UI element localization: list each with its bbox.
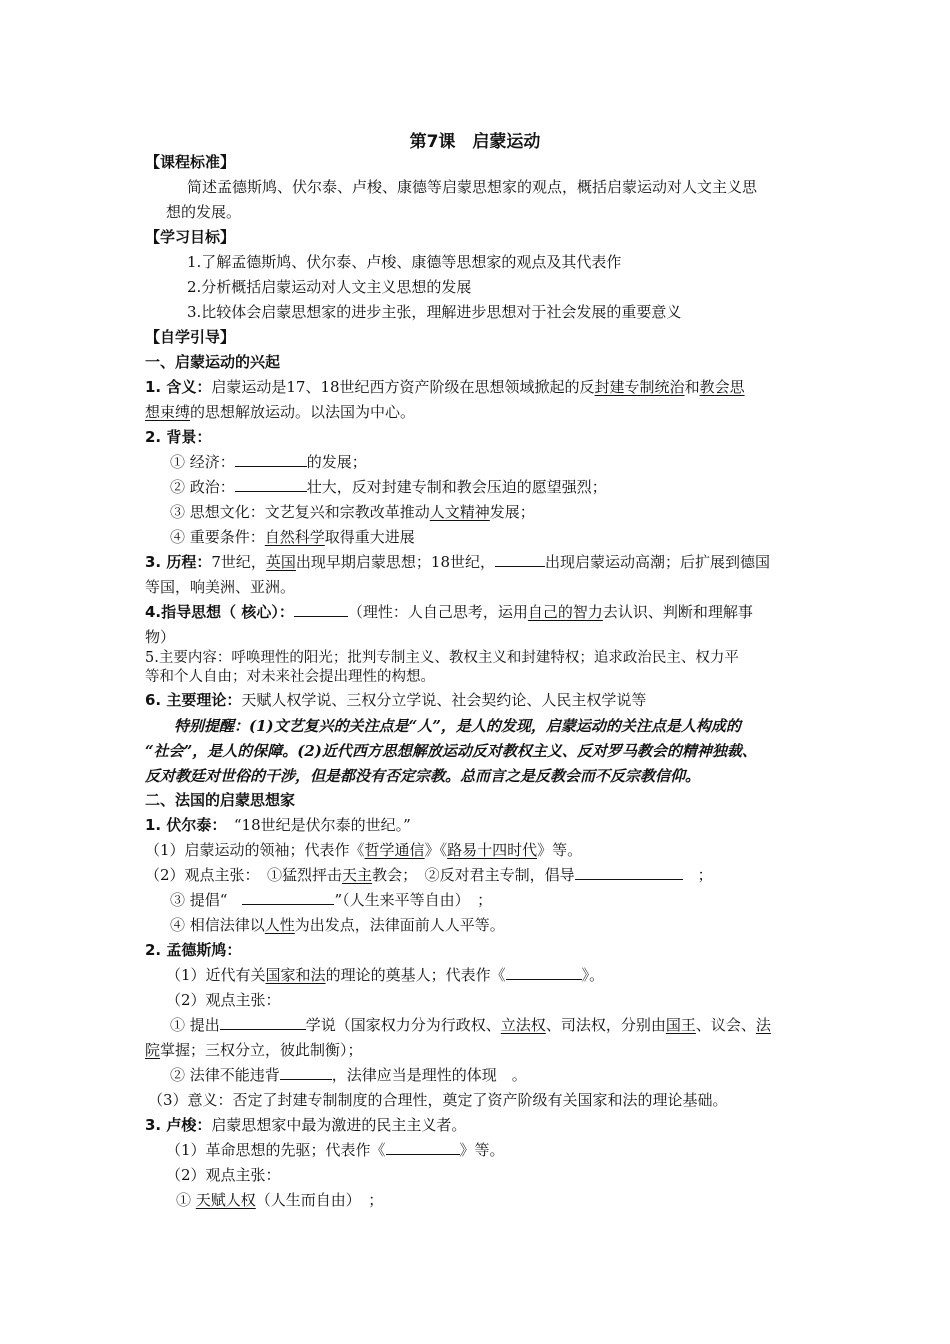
special-note-line-2: “社会”，是人的保障。(2)近代西方思想解放运动反对教权主义、反对罗马教会的精神独裁、 [145,742,757,760]
section-2-heading: 二、法国的启蒙思想家 [145,791,296,809]
montesquieu-point-2: （2）观点主张： [166,991,281,1009]
rousseau-label: 3. 卢梭： [145,1116,212,1134]
background-condition: ④ 重要条件：自然科学取得重大进展 [170,528,415,546]
fill-blank-politics[interactable] [235,475,307,492]
fill-blank-history[interactable] [495,550,545,567]
montesquieu-point-3-line-2: 院掌握；三权分立，彼此制衡）； [145,1041,363,1059]
main-content-line-2: 等和个人自由；对未来社会提出理性的构想。 [145,669,435,685]
definition-line-2: 想束缚的思想解放运动。以法国为中心。 [145,403,416,421]
page-title: 第7课 启蒙运动 [409,132,541,152]
main-theory-label: 6. 主要理论： [145,691,242,709]
special-note-line-3: 反对教廷对世俗的干涉，但是都没有否定宗教。总而言之是反教会而不反宗教信仰。 [145,767,701,785]
answer-court: 院 [145,1041,161,1059]
answer-state-and-law: 国家和法 [265,966,326,984]
core-idea-label: 4.指导思想（ 核心）： [145,603,294,621]
montesquieu-point-3-line-1: ① 提出 学说（国家权力分为行政权、立法权、司法权，分别由国王、议会、法 [170,1013,835,1037]
fill-blank-core-idea[interactable] [294,600,348,617]
voltaire-label: 1. 伏尔泰： [145,816,219,834]
answer-catholic: 天主 [342,866,373,884]
fill-blank-voltaire-advocate[interactable] [575,863,683,880]
answer-humanism: 人文精神 [429,503,490,521]
fill-blank-montesquieu-law[interactable] [280,1063,332,1080]
main-content-line-1: 5.主要内容：呼唤理性的阳光；批判专制主义、教权主义和封建特权；追求政治民主、权力平 [145,650,739,666]
answer-feudal-autocracy: 封建专制统治 [594,378,685,396]
learning-goals-heading: 【学习目标】 [145,228,236,246]
voltaire-point-2: （2）观点主张： ①猛烈抨击天主教会； ②反对君主专制，倡导 ； [145,863,810,887]
learning-goal-1: 1.了解孟德斯鸠、伏尔泰、卢梭、康德等思想家的观点及其代表作 [187,253,622,271]
history-label: 3. 历程： [145,553,212,571]
montesquieu-point-4: ② 法律不能违背 ，法律应当是理性的体现 。 [170,1063,835,1087]
montesquieu-point-1: （1）近代有关国家和法的理论的奠基人；代表作《 》。 [166,963,831,987]
rousseau-point-2: （2）观点主张： [166,1166,281,1184]
background-label: 2. 背景： [145,428,212,446]
answer-human-nature: 人性 [264,916,295,934]
answer-philosophical-letters: 哲学通信 [364,841,425,859]
fill-blank-montesquieu-work[interactable] [506,963,582,980]
answer-church-constraint: 想束缚 [145,403,191,421]
background-culture: ③ 思想文化：文艺复兴和宗教改革推动人文精神发展； [170,503,535,521]
fill-blank-economy[interactable] [235,450,307,467]
fill-blank-montesquieu-theory[interactable] [220,1013,306,1030]
course-standard-heading: 【课程标准】 [145,153,236,171]
course-standard-text-1: 简述孟德斯鸠、伏尔泰、卢梭、康德等启蒙思想家的观点，概括启蒙运动对人文主义思 [187,178,758,196]
answer-natural-science: 自然科学 [264,528,325,546]
background-politics: ② 政治： 壮大，反对封建专制和教会压迫的愿望强烈； [170,475,835,499]
core-idea-line-1: 4.指导思想（ 核心）： （理性：人自己思考，运用自己的智力去认识、判断和理解事 [145,600,810,624]
fill-blank-rousseau-work[interactable] [386,1138,460,1155]
answer-own-intellect: 自己的智力 [527,603,603,621]
background-economy: ① 经济： 的发展； [170,450,835,474]
voltaire-point-4: ④ 相信法律以人性为出发点，法律面前人人平等。 [170,916,505,934]
rousseau-point-3: ① 天赋人权（人生而自由） ； [176,1191,384,1209]
history-line-2: 等国，响美洲、亚洲。 [145,578,296,596]
section-1-heading: 一、启蒙运动的兴起 [145,353,281,371]
rousseau-point-1: （1）革命思想的先驱；代表作《 》等。 [166,1138,831,1162]
self-study-heading: 【自学引导】 [145,328,236,346]
montesquieu-label: 2. 孟德斯鸠： [145,941,242,959]
answer-legislative-power: 立法权 [500,1016,546,1034]
montesquieu-significance: （3）意义：否定了封建专制制度的合理性，奠定了资产阶级有关国家和法的理论基础。 [148,1091,728,1109]
history-line-1: 3. 历程：7世纪，英国出现早期启蒙思想；18世纪， 出现启蒙运动高潮；后扩展到德国 [145,550,810,574]
answer-king: 国王 [665,1016,696,1034]
special-note-line-1: 特别提醒：(1)文艺复兴的关注点是“人”，是人的发现，启蒙运动的关注点是人构成的 [174,717,741,735]
learning-goal-2: 2.分析概括启蒙运动对人文主义思想的发展 [187,278,472,296]
answer-age-of-louis-xiv: 路易十四时代 [447,841,538,859]
core-idea-line-2: 物） [145,628,176,646]
voltaire-point-1: （1）启蒙运动的领袖；代表作《哲学通信》《路易十四时代》等。 [145,841,583,859]
main-theory-line: 6. 主要理论：天赋人权学说、三权分立学说、社会契约论、人民主权学说等 [145,691,647,709]
definition-label: 1. 含义： [145,378,212,396]
rousseau-heading: 3. 卢梭：启蒙思想家中最为激进的民主主义者。 [145,1116,467,1134]
voltaire-heading: 1. 伏尔泰： “18世纪是伏尔泰的世纪。” [145,816,411,834]
answer-natural-rights: 天赋人权 [195,1191,256,1209]
course-standard-text-2: 想的发展。 [166,203,242,221]
fill-blank-voltaire-promote[interactable] [242,888,334,905]
definition-line-1: 1. 含义：启蒙运动是17、18世纪西方资产阶级在思想领域掀起的反封建专制统治和教会思 [145,378,745,396]
learning-goal-3: 3.比较体会启蒙思想家的进步主张，理解进步思想对于社会发展的重要意义 [187,303,682,321]
voltaire-point-3: ③ 提倡“ ”（人生来平等自由） ； [170,888,835,912]
answer-england: 英国 [265,553,296,571]
